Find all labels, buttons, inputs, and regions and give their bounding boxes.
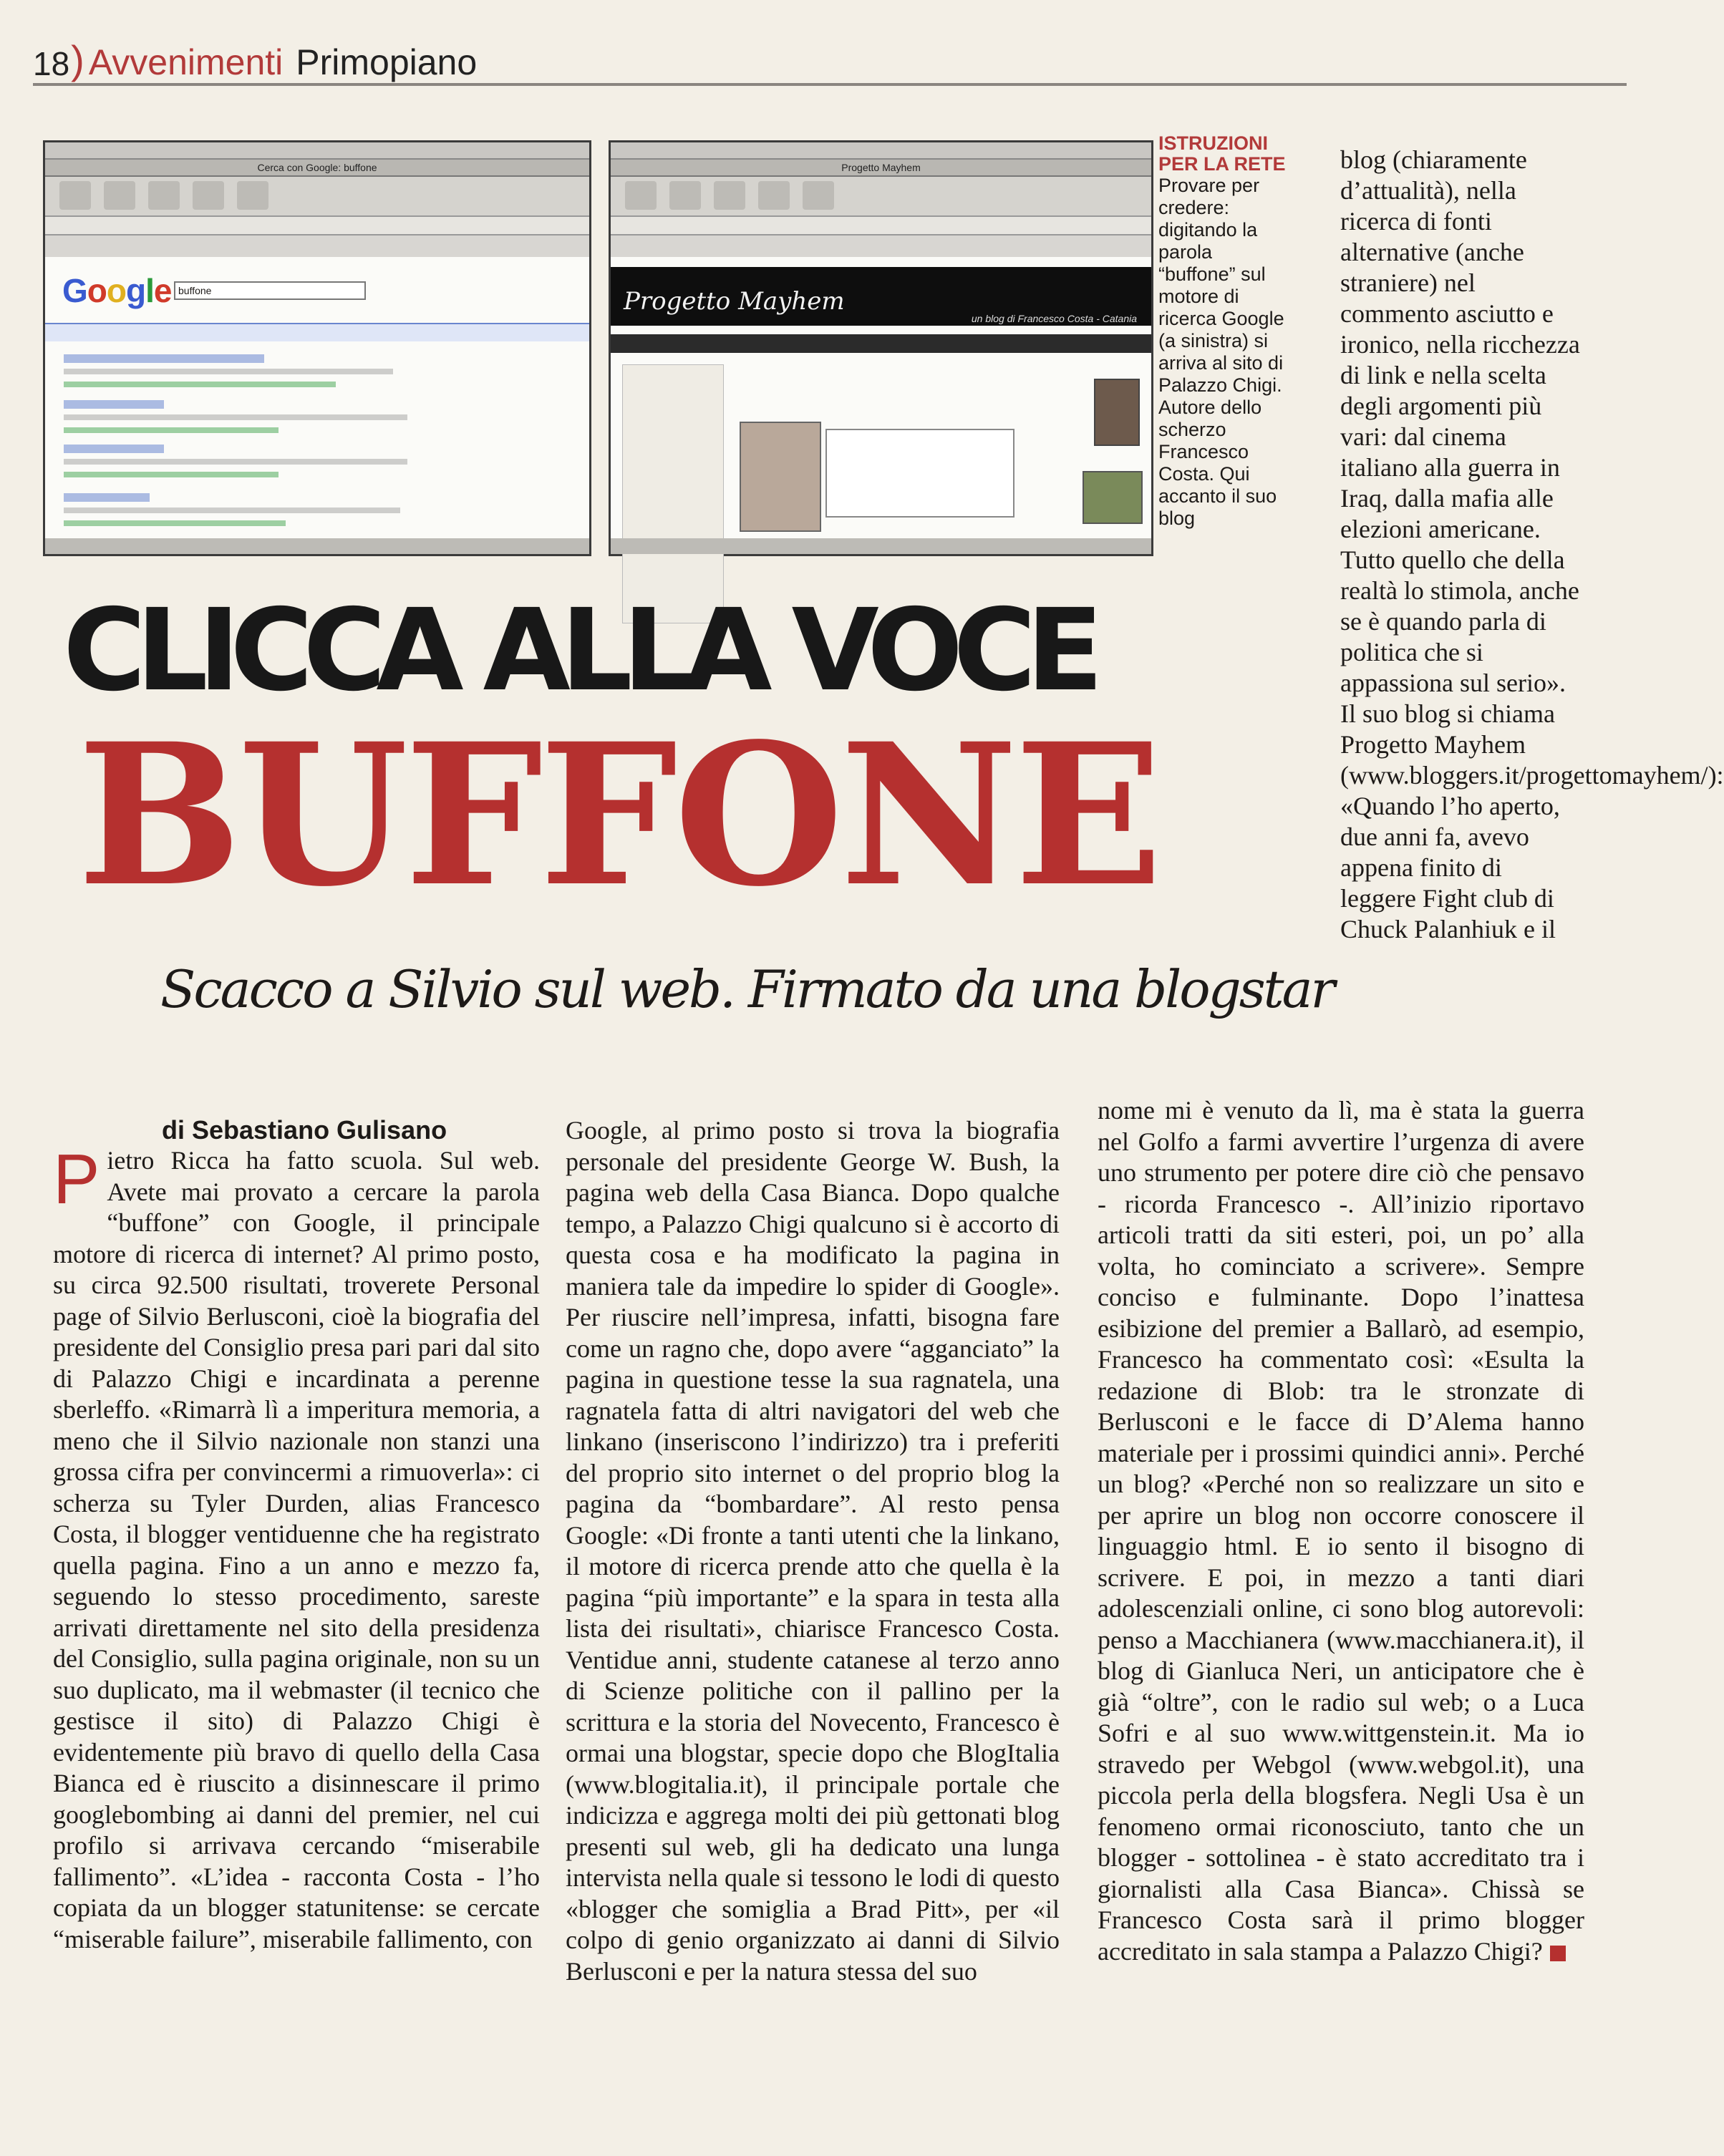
back-icon — [59, 181, 91, 210]
article-column-3-bottom — [1098, 1095, 1584, 1967]
result-snippet — [64, 414, 407, 420]
result-snippet — [64, 508, 400, 513]
byline: di Sebastiano Gulisano — [162, 1115, 447, 1145]
article-column-3-top: blog (chiaramente d’attualità), nella ricerca di fonti alternative (anche straniere) nel commento asciutto e ironico, nella ricchezza di link e nella scelta degli argomenti più vari: dal cinema italiano alla guerra in Iraq, dalla mafia alle elezioni americane. Tutto quello che della realtà lo stimola, anche se è quando parla di politica che si appassiona sul serio». Il suo blog si chiama Progetto Mayhem (www.bloggers.it/progettomayhem/): «Quando l’ho aperto, due anni fa, avevo appena finito di leggere Fight club di Chuck Palanhiuk e il — [1340, 145, 1724, 943]
google-results-page — [45, 257, 589, 538]
result-url — [64, 520, 286, 526]
blog-banner — [611, 267, 1151, 326]
menu-bar — [45, 142, 589, 160]
result-url — [64, 427, 279, 433]
home-icon — [803, 181, 834, 210]
refresh-icon — [758, 181, 790, 210]
stop-icon — [148, 181, 180, 210]
article-column-2: Google, al primo posto si trova la biografia personale del presidente George W. Bush, la pagina web della Casa Bianca. Dopo qualche tempo, a Palazzo Chigi qualcuno si è accorto di questa cosa e ha modificato la pagina in maniera tale da impedire lo spider di Google». Per riuscire nell’impresa, infatti, bisogna fare come un ragno che, dopo avere “agganciato” la pagina in questione tesse la sua ragnatela, una ragnatela fatta di altri navigatori del web che linkano (inseriscono l’indirizzo) tra i preferiti del proprio sito internet o del proprio blog la pagina da “bombardare”. Al resto pensa Google: «Di fronte a tanti utenti che la linkano, il motore di ricerca prende atto che quella è la pagina “più importante” e la spara in testa alla lista dei risultati», chiarisce Francesco Costa. Ventidue anni, studente catanese al terzo anno di Scienze politiche con il pallino per la scrittura e la storia del Novecento, Francesco è ormai una blogstar, specie dopo che BlogItalia (www.blogitalia.it), il principale portale che indicizza e aggrega molti dei più gettonati blog presenti sul web, gli ha dedicato una lunga intervista nella quale si tessono le lodi di questo «blogger che somiglia a Brad Pitt», per «il colpo di genio organizzato ai danni di Silvio Berlusconi e per la natura stessa del suo — [566, 1116, 1060, 1986]
subsection-label: Primopiano — [296, 42, 478, 82]
blog-photo — [740, 422, 821, 532]
drop-cap: P — [53, 1140, 100, 1218]
back-icon — [625, 181, 657, 210]
blog-screenshot — [609, 140, 1153, 556]
column-3-text: nome mi è venuto da lì, ma è stata la guerra nel Golfo a farmi avvertire l’urgenza di avere uno strumento per potere dire ciò che pensavo - ricorda Francesco -. All’inizio riportavo articoli tratti da siti esteri, poi, un po’ alla volta, ho cominciato a scrivere». Sempre conciso e fulminante. Dopo l’inattesa esibizione del premier a Ballarò, ad esempio, Francesco ha commentato così: «Esulta la redazione di Blob: tra le stronzate di Berlusconi e le facce di D’Alema hanno materiale per i prossimi quindici anni». Perché un blog? «Perché non so realizzare un sito e per aprire un blog non occorre conoscere il linguaggio html. E io sento il bisogno di scrivere. E poi, in mezzo a tanti diari adolescenziali online, ci sono blog autorevoli: penso a Macchianera (www.macchianera.it), il blog di Gianluca Neri, un anticipatore che è già “oltre”, con le radio sul web; o a Luca Sofri e al suo www.wittgenstein.it. Ma io stravedo per Webgol (www.webgol.it), una piccola perla della blogsfera. Negli Usa è un fenomeno ormai riconosciuto, tanto che un blogger - sottolinea - è stato accreditato tra i giornalisti alla Casa Bianca». Chissà se Francesco Costa sarà il primo blogger accreditato in sala stampa a Palazzo Chigi? — [1098, 1096, 1584, 1966]
photo-caption — [1158, 133, 1287, 530]
results-bar — [45, 323, 589, 341]
result-title — [64, 354, 264, 363]
window-title: Progetto Mayhem — [611, 160, 1151, 177]
menu-bar — [611, 142, 1151, 160]
caption-body: Provare per credere: digitando la parola “buffone” sul motore di ricerca Google (a sinistra) si arriva al sito di Palazzo Chigi. Autore dello scherzo Francesco Costa. Qui accanto il suo blog — [1158, 175, 1284, 529]
headline-line1: CLICCA ALLA VOCE — [63, 585, 1094, 717]
headline-line2: BUFFONE — [77, 701, 1160, 930]
forward-icon — [104, 181, 135, 210]
section-label: Avvenimenti — [88, 42, 284, 82]
blog-nav — [611, 334, 1151, 353]
google-screenshot — [43, 140, 591, 556]
result-title — [64, 493, 150, 502]
result-title — [64, 400, 164, 409]
home-icon — [237, 181, 268, 210]
article-column-1 — [53, 1140, 540, 1955]
blog-page — [611, 257, 1151, 538]
result-snippet — [64, 369, 393, 374]
forward-icon — [669, 181, 701, 210]
author-photo — [1094, 379, 1140, 446]
result-title — [64, 445, 164, 453]
browser-toolbar — [611, 177, 1151, 217]
address-bar — [45, 217, 589, 235]
subtitle: Scacco a Silvio sul web. Firmato da una blogstar — [160, 959, 1333, 1019]
page-number: 18 — [33, 45, 70, 82]
blog-post-box — [825, 429, 1014, 518]
result-url — [64, 382, 336, 387]
column-1-text: ietro Ricca ha fatto scuola. Sul web. Avete mai provato a cercare la parola “buffone” con Google, il principale motore di ricerca di internet? Al primo posto, su circa 92.500 risultati, troverete Personal page of Silvio Berlusconi, cioè la biografia del presidente del Consiglio presa pari pari dal sito di Palazzo Chigi e incardinata a perenne sberleffo. «Rimarrà lì a imperitura memoria, a meno che il Silvio nazionale non stanzi una grossa cifra per convincermi a rimuoverla»: ci scherza su Tyler Durden, alias Francesco Costa, il blogger ventiduenne che ha registrato quella pagina. Fino a un anno e mezzo fa, seguendo lo stesso procedimento, sareste arrivati direttamente nel sito della presidenza del Consiglio, sulla pagina originale, non su un suo duplicato, ma il webmaster (il tecnico che gestisce il sito) di Palazzo Chigi è evidentemente più bravo di quello della Casa Bianca ed è riuscito a disinnescare il primo googlebombing ai danni del premier, nel cui profilo si arrivava cercando “miserabile fallimento”. «L’idea - racconta Costa - l’ho copiata da un blogger statunitense: se cercate “miserable failure”, miserabile fallimento, con — [53, 1146, 540, 1953]
refresh-icon — [193, 181, 224, 210]
blog-banner-title: Progetto Mayhem — [624, 287, 845, 316]
browser-toolbar — [45, 177, 589, 217]
result-snippet — [64, 459, 407, 465]
address-bar — [611, 217, 1151, 235]
google-logo: Google — [62, 272, 172, 309]
header-paren: ) — [71, 37, 84, 82]
result-url — [64, 472, 279, 477]
blog-footer-image — [1083, 471, 1143, 524]
blog-banner-subtitle: un blog di Francesco Costa - Catania — [971, 313, 1137, 324]
status-bar — [45, 538, 589, 554]
caption-title: ISTRUZIONI PER LA RETE — [1158, 132, 1286, 175]
end-mark-icon — [1550, 1946, 1566, 1961]
google-search-box: buffone — [174, 281, 366, 300]
page-header — [33, 33, 1627, 86]
status-bar — [611, 538, 1151, 554]
stop-icon — [714, 181, 745, 210]
window-title: Cerca con Google: buffone — [45, 160, 589, 177]
